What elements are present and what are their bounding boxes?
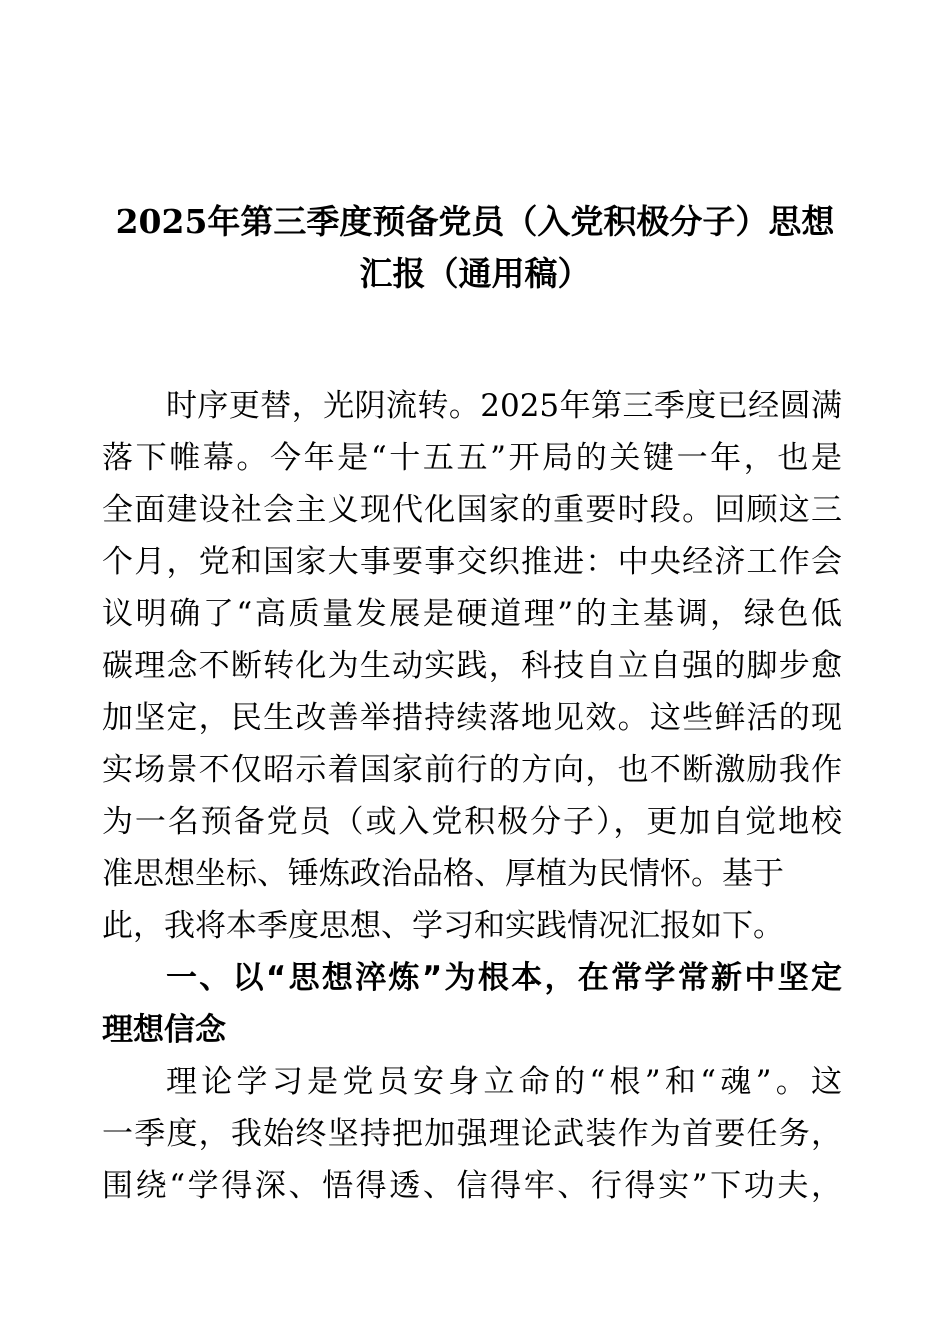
text-line: 碳理念不断转化为生动实践，科技自立自强的脚步愈 <box>102 648 842 684</box>
paragraph-intro <box>102 380 842 952</box>
text-line: 围绕“学得深、悟得透、信得牢、行得实”下功夫， <box>102 1168 842 1204</box>
text-line: 为一名预备党员（或入党积极分子），更加自觉地校 <box>102 804 842 840</box>
heading-line: 一、以“思想淬炼”为根本，在常学常新中坚定 <box>166 960 842 996</box>
text-line: 准思想坐标、锤炼政治品格、厚植为民情怀。基于 <box>102 856 784 892</box>
text-line: 加坚定，民生改善举措持续落地见效。这些鲜活的现 <box>102 700 842 736</box>
text-line: 此，我将本季度思想、学习和实践情况汇报如下。 <box>102 908 784 944</box>
paragraph-theory-study <box>102 1056 842 1212</box>
heading-line: 理想信念 <box>102 1012 226 1048</box>
text-line: 一季度，我始终坚持把加强理论武装作为首要任务， <box>102 1116 842 1152</box>
title-line-1: 2025年第三季度预备党员（入党积极分子）思想 <box>115 202 835 241</box>
text-line: 实场景不仅昭示着国家前行的方向，也不断激励我作 <box>102 752 842 788</box>
text-line: 时序更替，光阴流转。2025年第三季度已经圆满 <box>166 388 842 424</box>
document-title <box>95 196 855 300</box>
title-line-2: 汇报（通用稿） <box>359 254 591 293</box>
text-line: 全面建设社会主义现代化国家的重要时段。回顾这三 <box>102 492 842 528</box>
text-line: 个月，党和国家大事要事交织推进：中央经济工作会 <box>102 544 842 580</box>
section-heading-1 <box>102 952 842 1056</box>
document-body <box>102 380 842 1212</box>
text-line: 议明确了“高质量发展是硬道理”的主基调，绿色低 <box>102 596 842 632</box>
text-line: 理论学习是党员安身立命的“根”和“魂”。这 <box>166 1064 842 1100</box>
text-line: 落下帷幕。今年是“十五五”开局的关键一年，也是 <box>102 440 842 476</box>
